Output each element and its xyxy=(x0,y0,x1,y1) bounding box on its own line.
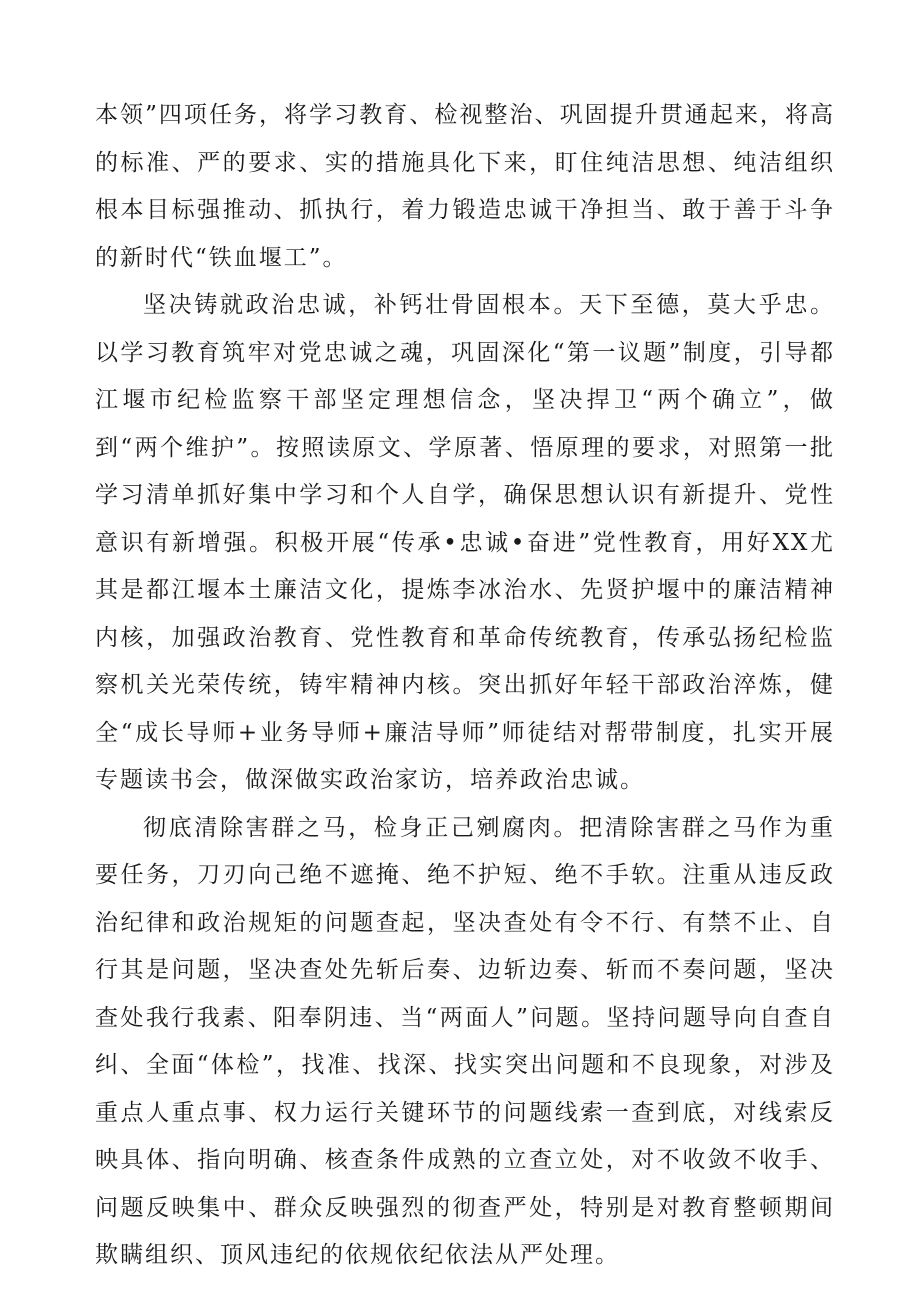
document-body xyxy=(95,92,835,1280)
paragraph-2: 坚决铸就政治忠诚，补钙壮骨固根本。天下至德，莫大乎忠。以学习教育筑牢对党忠诚之魂，巩固深化“第一议题”制度，引导都江堰市纪检监察干部坚定理想信念，坚决捍卫“两个确立”，做到“两个维护”。按照读原文、学原著、悟原理的要求，对照第一批学习清单抓好集中学习和个人自学，确保思想认识有新提升、党性意识有新增强。积极开展“传承•忠诚•奋进”党性教育，用好XX尤其是都江堰本土廉洁文化，提炼李冰治水、先贤护堰中的廉洁精神内核，加强政治教育、党性教育和革命传统教育，传承弘扬纪检监察机关光荣传统，铸牢精神内核。突出抓好年轻干部政治淬炼，健全“成长导师+业务导师+廉洁导师”师徒结对帮带制度，扎实开展专题读书会，做深做实政治家访，培养政治忠诚。 xyxy=(95,292,835,793)
paragraph-1: 本领”四项任务，将学习教育、检视整治、巩固提升贯通起来，将高的标准、严的要求、实的措施具化下来，盯住纯洁思想、纯洁组织根本目标强推动、抓执行，着力锻造忠诚干净担当、敢于善于斗争的新时代“铁血堰工”。 xyxy=(95,102,835,271)
paragraph-3: 彻底清除害群之马，检身正己剜腐肉。把清除害群之马作为重要任务，刀刃向己绝不遮掩、绝不护短、绝不手软。注重从违反政治纪律和政治规矩的问题查起，坚决查处有令不行、有禁不止、自行其是问题，坚决查处先斩后奏、边斩边奏、斩而不奏问题，坚决查处我行我素、阳奉阴违、当“两面人”问题。坚持问题导向自查自纠、全面“体检”，找准、找深、找实突出问题和不良现象，对涉及重点人重点事、权力运行关键环节的问题线索一查到底，对线索反映具体、指向明确、核查条件成熟的立查立处，对不收敛不收手、问题反映集中、群众反映强烈的彻查严处，特别是对教育整顿期间欺瞒组织、顶风违纪的依规依纪依法从严处理。 xyxy=(95,814,835,1268)
